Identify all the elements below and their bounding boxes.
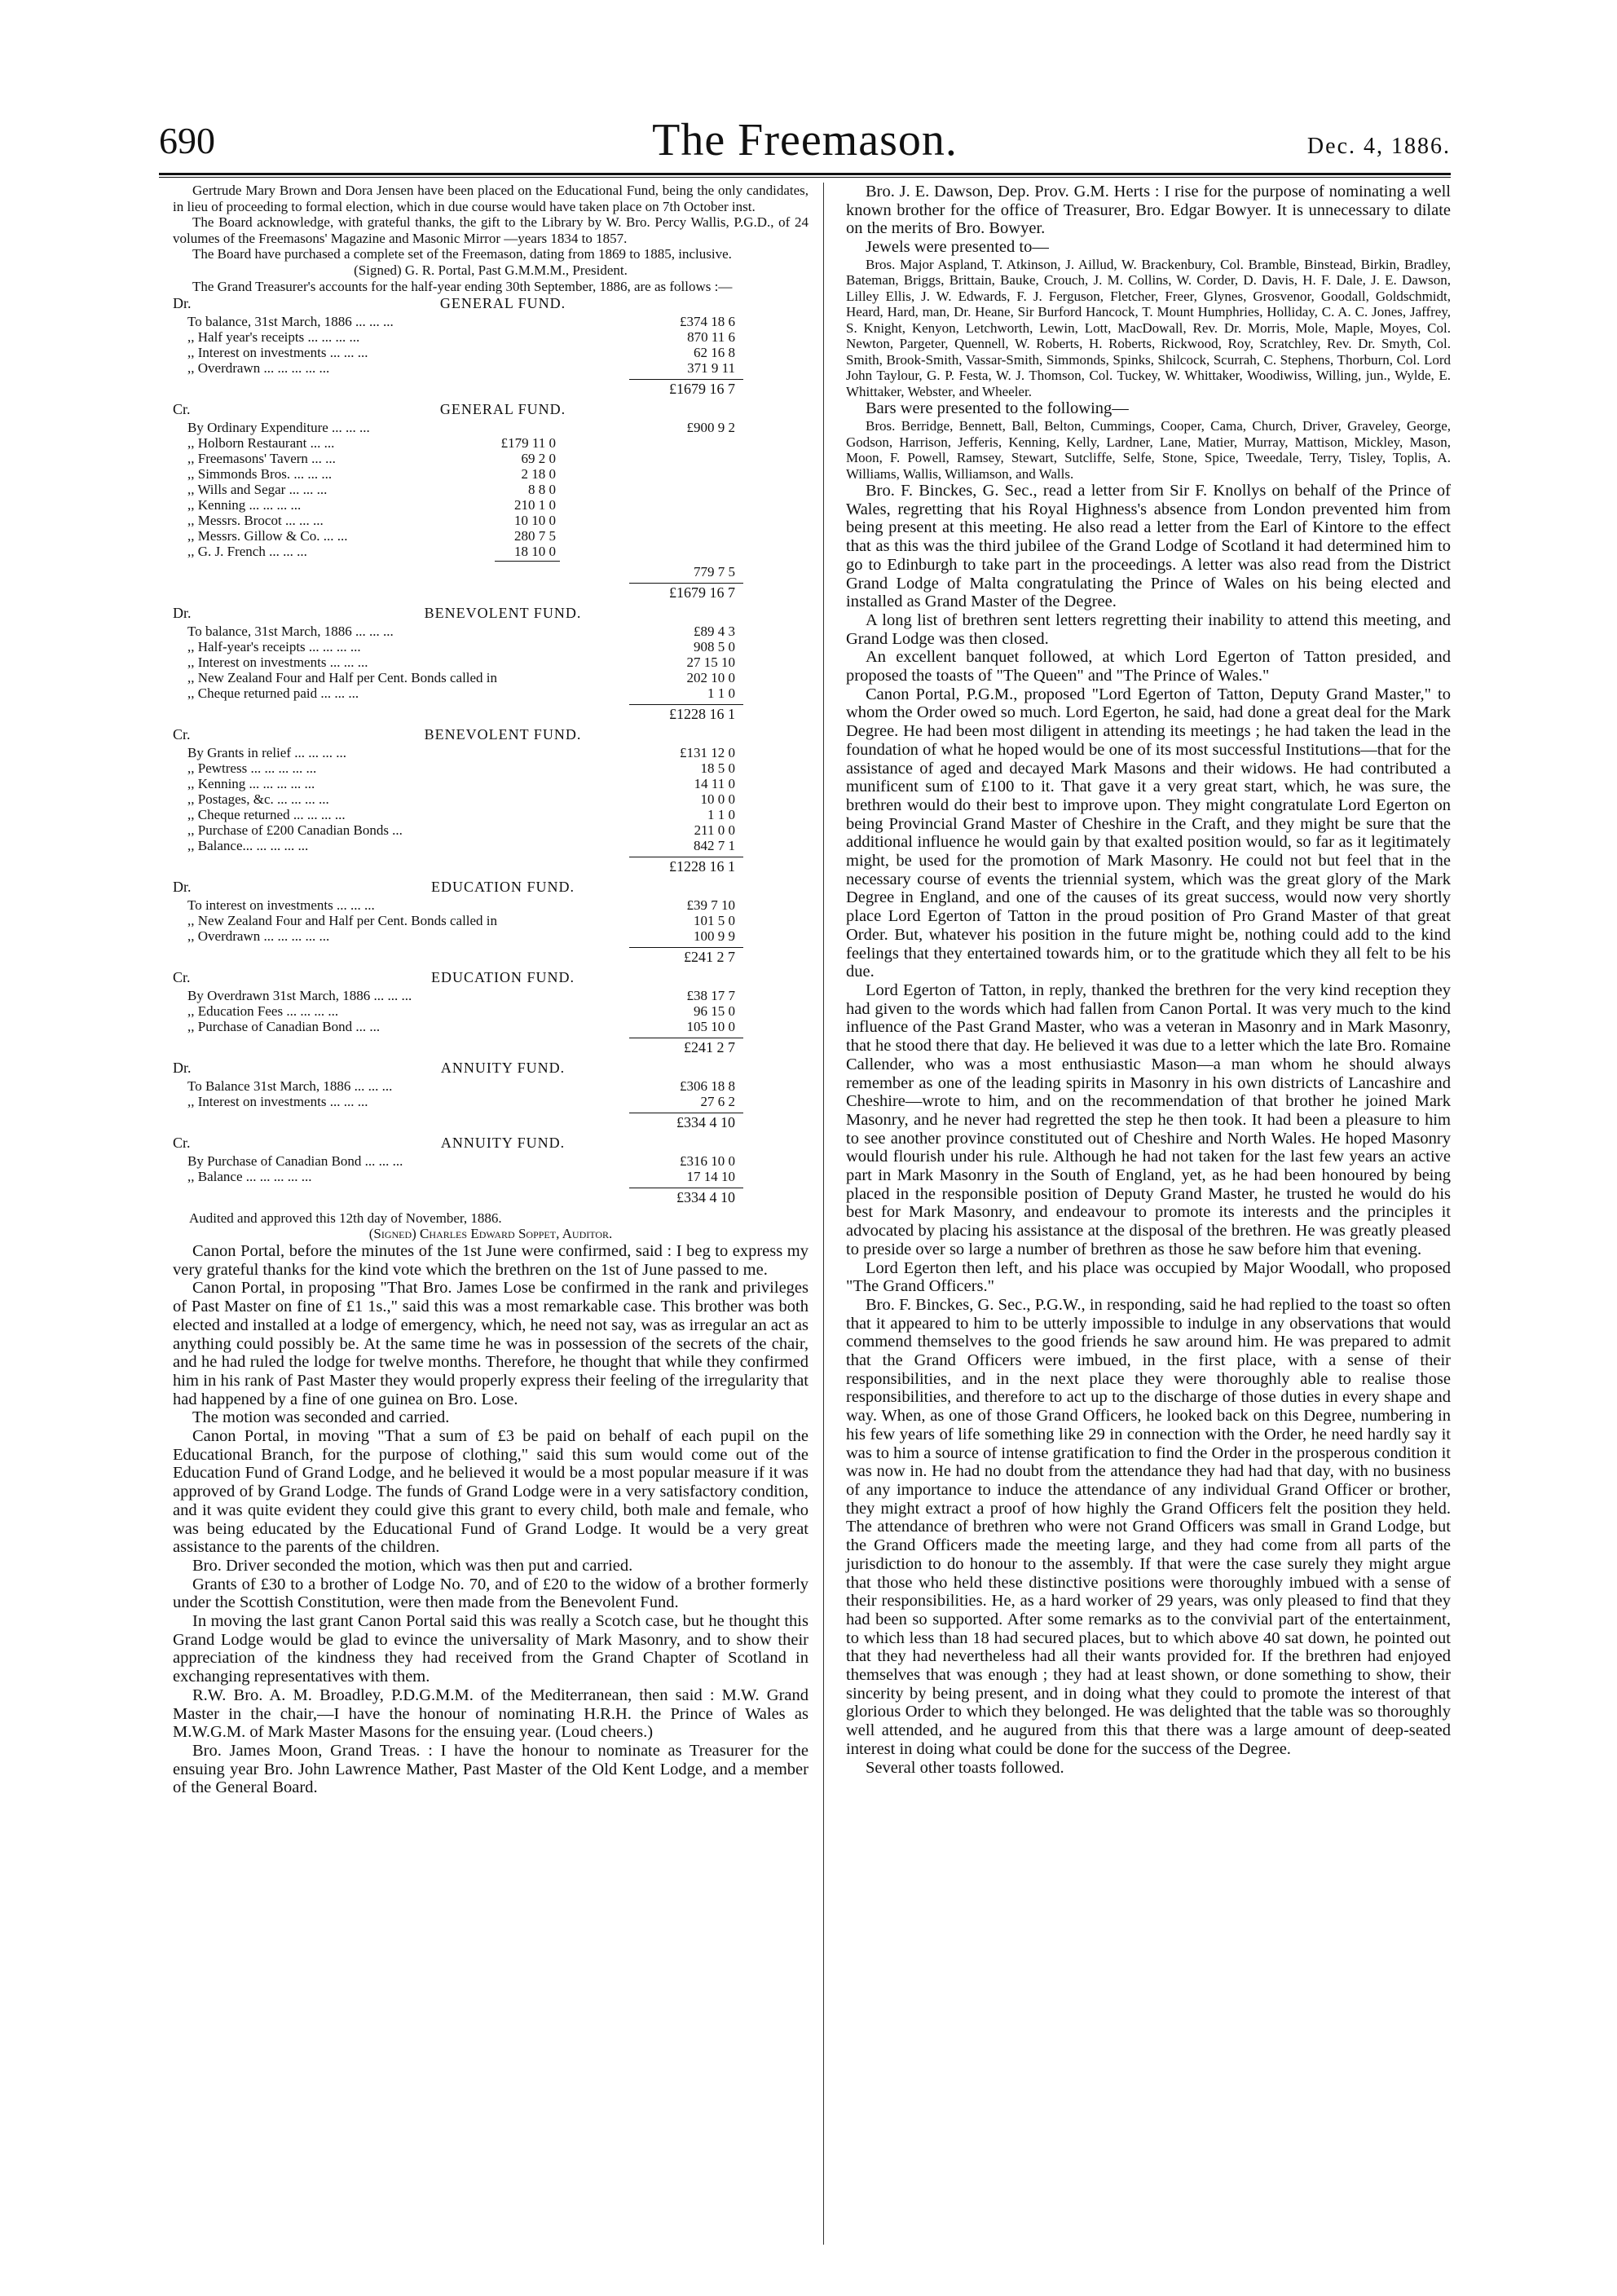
account-row-amount: £374 18 6 <box>680 314 735 329</box>
account-row-description: ,, Purchase of Canadian Bond ... ... <box>187 1019 381 1034</box>
account-row-amount: £306 18 8 <box>680 1078 735 1094</box>
account-row-inner-amount: 210 1 0 <box>514 497 556 513</box>
account-total-amount: £1679 16 7 <box>669 584 735 601</box>
intro-paragraph: The Board have purchased a complete set of the Freemason, dating from 1869 to 1885, inclusive. <box>192 246 732 262</box>
account-row <box>173 807 808 822</box>
account-row-amount: £89 4 3 <box>694 624 735 639</box>
account-row-amount: 14 11 0 <box>694 776 735 791</box>
right-article-body <box>846 482 1451 1777</box>
account-row-description: ,, Balance... ... ... ... ... <box>187 838 309 853</box>
account-row <box>173 1078 808 1094</box>
account-row-description: By Grants in relief ... ... ... ... <box>187 745 346 760</box>
account-row-amount: 27 6 2 <box>700 1094 735 1109</box>
article-paragraph: Canon Portal, in moving "That a sum of £3 be paid on behalf of each pupil on the Educational Branch, for the purpose of clothing," said this sum would come out of the Education Fund of Grand Lodge, and he believed it would be a most popular measure if it was approved of by Grand Lodge. The funds of Grand Lodge were in a very satisfactory condition, and it was quite evident they could give this grant to every child, both male and female, who was being educated by the Educational Fund of Grand Lodge. It would be a very great assistance to the parents of the children. <box>173 1427 808 1557</box>
account-row-amount: 1 1 0 <box>707 685 735 701</box>
account-row-description: ,, Pewtress ... ... ... ... ... <box>187 760 317 776</box>
account-row-description: To interest on investments ... ... ... <box>187 897 375 913</box>
account-total <box>173 1109 808 1132</box>
account-row <box>173 466 808 482</box>
account-row-description: ,, Holborn Restaurant ... ... <box>187 435 335 451</box>
account-row-amount: 18 5 0 <box>700 760 735 776</box>
account-subtotal-amount: 779 7 5 <box>694 564 735 580</box>
account-row-inner-amount: 10 10 0 <box>514 513 556 528</box>
account-row-amount: 100 9 9 <box>694 928 735 944</box>
account-row-description: ,, Kenning ... ... ... ... ... <box>187 776 315 791</box>
account-row-inner-amount: 280 7 5 <box>514 528 556 544</box>
bars-list: Bros. Berridge, Bennett, Ball, Belton, Cummings, Cooper, Cama, Church, Driver, Graveley, George, Godson, Harrison, Jefferis, Kenning, Kelly, Lardner, Lane, Matier, Murray, Mattison, Mickley, Mason, Moon, F. Powell, Ramsey, Stewart, Sutcliffe, Selfe, Stone, Spice, Tweedale, Terry, Tisley, Toplis, A. Williams, Wallis, Williamson, and Walls. <box>846 418 1451 482</box>
account-row-inner-amount: 18 10 0 <box>514 544 556 559</box>
account-total <box>173 376 808 399</box>
auditor-signature: (Signed) Charles Edward Soppet, Auditor. <box>368 1226 613 1241</box>
account-total-amount: £1228 16 1 <box>669 706 735 722</box>
account-row <box>173 329 808 345</box>
account-side: Dr. <box>173 879 192 895</box>
account-row-amount: 27 15 10 <box>686 654 735 670</box>
account-name: BENEVOLENT FUND. <box>424 726 582 743</box>
account-total-amount: £334 4 10 <box>676 1189 735 1205</box>
article-paragraph: Canon Portal, in proposing "That Bro. James Lose be confirmed in the rank and privileges of Past Master on fine of £1 1s.," said this was a most remarkable case. This brother was both elected and installed at a lodge of emergency, which, he need not say, was as irregular an act as anything could possibly be. At the same time he was in possession of the secrets of the chair, and he had ruled the lodge for twelve months. Therefore, he thought that while they confirmed him in his rank of Past Master they would properly express their feeling of the irregularity that had happened by a fine of one guinea on Bro. Lose. <box>173 1279 808 1408</box>
publication-title: The Freemason. <box>652 115 958 165</box>
account-row-description: ,, Messrs. Gillow & Co. ... ... <box>187 528 348 544</box>
account-row <box>173 435 808 451</box>
account-table <box>173 879 808 967</box>
account-name: ANNUITY FUND. <box>440 1060 566 1076</box>
account-row <box>173 897 808 913</box>
account-row <box>173 988 808 1003</box>
account-row <box>173 1094 808 1109</box>
account-row <box>173 544 808 559</box>
article-paragraph: Bro. Driver seconded the motion, which was then put and carried. <box>192 1556 633 1575</box>
account-row-description: ,, Education Fees ... ... ... ... <box>187 1003 339 1019</box>
article-paragraph: Canon Portal, before the minutes of the 1st June were confirmed, said : I beg to express my very grateful thanks for the kind vote which the brethren on the 1st of June passed to me. <box>173 1242 808 1279</box>
account-table <box>173 970 808 1057</box>
account-row-description: ,, Simmonds Bros. ... ... ... <box>187 466 333 482</box>
account-row-amount: 211 0 0 <box>694 822 735 838</box>
account-row-description: ,, Kenning ... ... ... ... <box>187 497 302 513</box>
account-row-amount: 842 7 1 <box>694 838 735 853</box>
account-row <box>173 420 808 435</box>
account-row-amount: £39 7 10 <box>686 897 735 913</box>
account-row-description: ,, Half-year's receipts ... ... ... ... <box>187 639 361 654</box>
left-article-body <box>173 1242 808 1797</box>
account-side: Dr. <box>173 1060 192 1076</box>
account-row-amount: 10 0 0 <box>700 791 735 807</box>
account-total <box>173 944 808 967</box>
account-row <box>173 345 808 360</box>
article-paragraph: Canon Portal, P.G.M., proposed "Lord Egerton of Tatton, Deputy Grand Master," to whom the Order owed so much. Lord Egerton, he said, had done a great deal for the Mark Degree. He had been most diligent in attending its meetings ; he had taken the lead in the foundation of what he hoped would be one of its most successful Institutions—that for the assistance of aged and decayed Mark Masons and their widows. He had contributed a munificent sum of £100 to it. That gave it a very great start, which, he was sure, the brethren would do their best to improve upon. They might congratulate Lord Egerton on being Provincial Grand Master of Cheshire in the Craft, and they might be sure that the additional influence he would gain by that exalted position would, so far as it legitimately might, be used for the promotion of Mark Masonry. He could not but feel that in the necessary course of events the triennial system, which was the great glory of the Mark Degree in England, and one of the causes of its great success, would now very shortly place Lord Egerton of Tatton in the proud position of Pro Grand Master of that great Order. But, whatever his position in the future might be, nothing could add to the kind feelings that they entertained towards him, or to the gratitude which they all felt to be his due. <box>846 685 1451 981</box>
account-row <box>173 1019 808 1034</box>
account-row-description: ,, Freemasons' Tavern ... ... <box>187 451 336 466</box>
account-row-description: ,, New Zealand Four and Half per Cent. Bonds called in <box>187 913 498 928</box>
audit-line: Audited and approved this 12th day of November, 1886. <box>189 1210 502 1226</box>
account-row <box>173 482 808 497</box>
account-total-amount: £334 4 10 <box>676 1114 735 1130</box>
account-row-amount: 1 1 0 <box>707 807 735 822</box>
account-total <box>173 853 808 876</box>
account-row-description: ,, G. J. French ... ... ... <box>187 544 307 559</box>
account-row-amount: 62 16 8 <box>694 345 735 360</box>
account-total-amount: £1228 16 1 <box>669 858 735 875</box>
account-row <box>173 776 808 791</box>
account-table <box>173 296 808 399</box>
account-row-amount: 96 15 0 <box>694 1003 735 1019</box>
account-row-description: ,, Balance ... ... ... ... ... <box>187 1169 312 1184</box>
account-row <box>173 1003 808 1019</box>
account-side: Dr. <box>173 295 192 311</box>
account-row <box>173 360 808 376</box>
account-table <box>173 1060 808 1132</box>
account-row-amount: 17 14 10 <box>686 1169 735 1184</box>
account-row-inner-amount: 8 8 0 <box>528 482 556 497</box>
jewels-list: Bros. Major Aspland, T. Atkinson, J. Aillud, W. Brackenbury, Col. Bramble, Binstead, Birkin, Bradley, Bateman, Briggs, Brittain, Bauke, Crouch, J. M. Collins, W. Corder, D. Davis, H. F. Dale, J. E. Dawson, Lilley Ellis, J. W. Edwards, F. J. Ferguson, Fletcher, Freer, Glynes, Grosvenor, Goodall, Goldschmidt, Heard, Hard, man, Dr. Heane, Sir Burford Hancock, T. Mount Humphries, Holliday, C. A. C. Jones, Jaffrey, S. Knight, Kenyon, Letchworth, Lewin, Lott, MacDowall, Rev. Dr. Morris, Mole, Maple, Moyes, Col. Newton, Pargeter, Quennell, W. Roberts, H. Roberts, Rickwood, Roy, Scratchley, Rev. Dr. Smyth, Col. Smith, Brook-Smith, Vassar-Smith, Simmonds, Spinks, Shilcock, Scurrah, C. Stephens, Thorburn, Col. Lord John Taylour, G. P. Festa, W. J. Thomson, Col. Tuckey, W. Whittaker, Woodiwiss, Willing, jun., Wylde, E. Whittaker, Webster, and Wheeler. <box>846 256 1451 399</box>
account-row-description: ,, Overdrawn ... ... ... ... ... <box>187 928 330 944</box>
account-total-amount: £241 2 7 <box>684 949 735 965</box>
account-row <box>173 685 808 701</box>
article-paragraph: Lord Egerton then left, and his place was occupied by Major Woodall, who proposed "The Grand Officers." <box>846 1258 1451 1296</box>
account-row-description: ,, Cheque returned paid ... ... ... <box>187 685 359 701</box>
article-paragraph: A long list of brethren sent letters regretting their inability to attend this meeting, and Grand Lodge was then closed. <box>846 610 1451 648</box>
account-row-description: ,, Interest on investments ... ... ... <box>187 345 368 360</box>
account-row-amount: £38 17 7 <box>686 988 735 1003</box>
account-side: Cr. <box>173 969 191 985</box>
account-row <box>173 838 808 853</box>
account-row-amount: 870 11 6 <box>687 329 735 345</box>
account-total <box>173 580 808 602</box>
account-name: BENEVOLENT FUND. <box>424 605 582 621</box>
jewels-intro: Jewels were presented to— <box>866 238 1049 257</box>
article-paragraph: An excellent banquet followed, at which Lord Egerton of Tatton presided, and proposed the toasts of "The Queen" and "The Prince of Wales." <box>846 648 1451 685</box>
article-paragraph: Bro. James Moon, Grand Treas. : I have the honour to nominate as Treasurer for the ensuing year Bro. John Lawrence Mather, Past Master of the Old Kent Lodge, and a member of the General Board. <box>173 1741 808 1797</box>
account-row-description: ,, New Zealand Four and Half per Cent. Bonds called in <box>187 670 498 685</box>
account-row-description: To balance, 31st March, 1886 ... ... ... <box>187 314 394 329</box>
account-row <box>173 791 808 807</box>
left-column <box>173 183 808 1797</box>
article-paragraph: The motion was seconded and carried. <box>192 1408 450 1427</box>
account-name: EDUCATION FUND. <box>431 969 575 985</box>
page-number: 690 <box>159 120 215 161</box>
header-rule <box>159 173 1451 175</box>
account-row <box>173 513 808 528</box>
account-row-description: ,, Messrs. Brocot ... ... ... <box>187 513 324 528</box>
account-row <box>173 928 808 944</box>
account-subtotal <box>173 564 808 580</box>
account-row-description: By Ordinary Expenditure ... ... ... <box>187 420 370 435</box>
issue-date: Dec. 4, 1886. <box>1306 134 1451 159</box>
account-row-amount: 101 5 0 <box>694 913 735 928</box>
account-row <box>173 314 808 329</box>
account-total <box>173 1034 808 1057</box>
article-paragraph: Bro. F. Binckes, G. Sec., P.G.W., in responding, said he had replied to the toast so often that it appeared to him to be utterly impossible to indulge in any observations that would commend themselves to the good friends he saw around him. He was prepared to admit that the Grand Officers were imbued, in the first place, with a sense of their responsibilities, and in the next place they were thoroughly able to realise those responsibilities, and therefore to act up to the discharge of those duties in every shape and way. When, as one of those Grand Officers, he looked back on this Degree, numbering in his few years of life something like 29 in connection with the Order, he need hardly say it was to him a source of intense gratification to find the Order in the prosperous condition it was now in. He had no doubt from the attendance they had had that day, with no business of any importance to induce the attendance of any individual Grand Officer or brother, they might extract a proof of how highly the Grand Officers felt the position they held. The attendance of brethren who were not Grand Officers was small in Grand Lodge, but the Grand Officers made the meeting large, and they had come from all parts of the jurisdiction to do honour to the assembly. If that were the case surely they might argue that those who held these distinctive positions were thoroughly imbued with a sense of their responsibilities. He, as a hard worker of 29 years, was only pleased to find that they had been so supported. After some remarks as to the convivial part of the entertainment, to which less than 18 had secured places, but to which above 40 sat down, he pointed out that they had nevertheless had all their wants provided for. If the brethren had enjoyed themselves that was enough ; they had at least shown, or done something to show, their sincerity by being present, and in doing what they could to promote the interest of that glorious Order to which they belonged. He was delighted that the table was so thoroughly well attended, and he augured from this that there was a large amount of deep-seated interest in doing what could be done for the success of the Degree. <box>846 1295 1451 1758</box>
account-row-description: To balance, 31st March, 1886 ... ... ... <box>187 624 394 639</box>
intro-paragraph: Gertrude Mary Brown and Dora Jensen have been placed on the Educational Fund, being the only candidates, in lieu of proceeding to formal election, which in due course would have taken place on 7th October inst. <box>173 183 808 214</box>
account-side: Cr. <box>173 401 191 417</box>
account-name: EDUCATION FUND. <box>431 879 575 895</box>
account-row-amount: 371 9 11 <box>687 360 735 376</box>
article-paragraph: Lord Egerton of Tatton, in reply, thanked the brethren for the very kind reception they had given to the words which had fallen from Canon Portal. It was very much to the kind influence of the Past Grand Master, who was a veteran in Masonry and in Mark Masonry, that he stood there that day. He believed it was due to a letter which the late Bro. Romaine Callender, who was a most enthusiastic Mason—a man whom he should always remember as one of the leading spirits in Masonry in his own districts of Lancashire and Cheshire—wrote to him, and on the recommendation of that brother he joined Mark Masonry, and he never had regretted the step he then took. It had been a pleasure to him to see another province constituted out of Cheshire and North Wales. He hoped Masonry would flourish under his rule. Although he had not taken for the last few years an active part in Mark Masonry in the South of England, yet, as he had been honoured by being placed in the responsible position of Deputy Grand Master, he trusted he would do his best for Mark Masonry, and endeavour to promote its interests and the principles it advocated by placing his assistance at the disposal of the brethren. He was greatly pleased to preside over so large a number of brethren as those he saw before him that evening. <box>846 981 1451 1258</box>
header-rule-thin <box>159 177 1451 178</box>
account-row <box>173 624 808 639</box>
account-row-amount: 105 10 0 <box>686 1019 735 1034</box>
account-row-description: ,, Purchase of £200 Canadian Bonds ... <box>187 822 403 838</box>
account-row-description: ,, Overdrawn ... ... ... ... ... <box>187 360 330 376</box>
account-row-inner-amount: 2 18 0 <box>521 466 556 482</box>
treasurer-statement: The Grand Treasurer's accounts for the half-year ending 30th September, 1886, are as follows :— <box>192 278 733 294</box>
account-row <box>173 654 808 670</box>
article-paragraph: Bro. J. E. Dawson, Dep. Prov. G.M. Herts : I rise for the purpose of nominating a well known brother for the office of Treasurer, Bro. Edgar Bowyer. It is unnecessary to dilate on the merits of Bro. Bowyer. <box>846 183 1451 238</box>
account-row <box>173 1169 808 1184</box>
account-total-amount: £241 2 7 <box>684 1039 735 1055</box>
account-row <box>173 639 808 654</box>
account-row <box>173 1153 808 1169</box>
account-row-description: ,, Interest on investments ... ... ... <box>187 1094 368 1109</box>
account-row <box>173 745 808 760</box>
account-total <box>173 1184 808 1207</box>
account-side: Dr. <box>173 605 192 621</box>
article-paragraph: In moving the last grant Canon Portal said this was really a Scotch case, but he thought this Grand Lodge would be glad to evince the universality of Mark Masonry, and to show their appreciation of the kindness they had received from the Grand Chapter of Scotland in exchanging representatives with them. <box>173 1612 808 1686</box>
account-row-description: ,, Postages, &c. ... ... ... ... <box>187 791 329 807</box>
article-paragraph: Several other toasts followed. <box>866 1758 1064 1777</box>
account-row-amount: £131 12 0 <box>680 745 735 760</box>
account-table <box>173 402 808 602</box>
account-row <box>173 760 808 776</box>
bars-intro: Bars were presented to the following— <box>866 399 1129 418</box>
account-table <box>173 606 808 724</box>
account-row-description: ,, Half year's receipts ... ... ... ... <box>187 329 360 345</box>
right-column <box>846 183 1451 1777</box>
account-row-inner-amount: 69 2 0 <box>521 451 556 466</box>
account-row-amount: 202 10 0 <box>686 670 735 685</box>
column-divider <box>823 183 824 2245</box>
account-row-description: ,, Interest on investments ... ... ... <box>187 654 368 670</box>
account-row <box>173 528 808 544</box>
article-paragraph: R.W. Bro. A. M. Broadley, P.D.G.M.M. of the Mediterranean, then said : M.W. Grand Master in the chair,—I have the honour of nominating H.R.H. the Prince of Wales as M.W.G.M. of Mark Master Masons for the ensuing year. (Loud cheers.) <box>173 1686 808 1742</box>
account-total-amount: £1679 16 7 <box>669 381 735 397</box>
account-side: Cr. <box>173 726 191 743</box>
intro-paragraph: The Board acknowledge, with grateful thanks, the gift to the Library by W. Bro. Percy Wallis, P.G.D., of 24 volumes of the Freemasons' Magazine and Masonic Mirror —years 1834 to 1857. <box>173 214 808 246</box>
account-row <box>173 822 808 838</box>
account-row-description: ,, Wills and Segar ... ... ... <box>187 482 328 497</box>
account-row-amount: 908 5 0 <box>694 639 735 654</box>
account-row <box>173 670 808 685</box>
accounts-section <box>173 296 808 1207</box>
account-row-description: To Balance 31st March, 1886 ... ... ... <box>187 1078 393 1094</box>
account-row-amount: £316 10 0 <box>680 1153 735 1169</box>
account-side: Cr. <box>173 1135 191 1151</box>
account-name: GENERAL FUND. <box>439 401 566 417</box>
account-row <box>173 451 808 466</box>
account-row <box>173 497 808 513</box>
masthead <box>159 114 1451 173</box>
account-row-description: By Purchase of Canadian Bond ... ... ... <box>187 1153 403 1169</box>
article-paragraph: Bro. F. Binckes, G. Sec., read a letter from Sir F. Knollys on behalf of the Prince of Wales, regretting that his Royal Highness's absence from London prevented him from being present at this meeting. He also read a letter from the Earl of Kintore to the effect that as this was the third jubilee of the Grand Lodge of Scotland it had determined him to go to Edinburgh to take part in the proceedings. A letter was also read from the District Grand Lodge of Malta congratulating the Prince of Wales on his being elected and installed as Grand Master of the Degree. <box>846 482 1451 611</box>
account-row-description: By Overdrawn 31st March, 1886 ... ... ... <box>187 988 412 1003</box>
account-name: ANNUITY FUND. <box>440 1135 566 1151</box>
account-name: GENERAL FUND. <box>439 295 566 311</box>
account-total <box>173 701 808 724</box>
account-row-inner-amount: £179 11 0 <box>500 435 556 451</box>
account-row-description: ,, Cheque returned ... ... ... ... <box>187 807 346 822</box>
article-paragraph: Grants of £30 to a brother of Lodge No. 70, and of £20 to the widow of a brother formerly under the Scottish Constitution, were then made from the Benevolent Fund. <box>173 1575 808 1612</box>
account-table <box>173 727 808 876</box>
account-table <box>173 1135 808 1207</box>
president-signature: (Signed) G. R. Portal, Past G.M.M.M., President. <box>354 262 628 278</box>
account-row <box>173 913 808 928</box>
account-row-amount: £900 9 2 <box>686 420 735 435</box>
